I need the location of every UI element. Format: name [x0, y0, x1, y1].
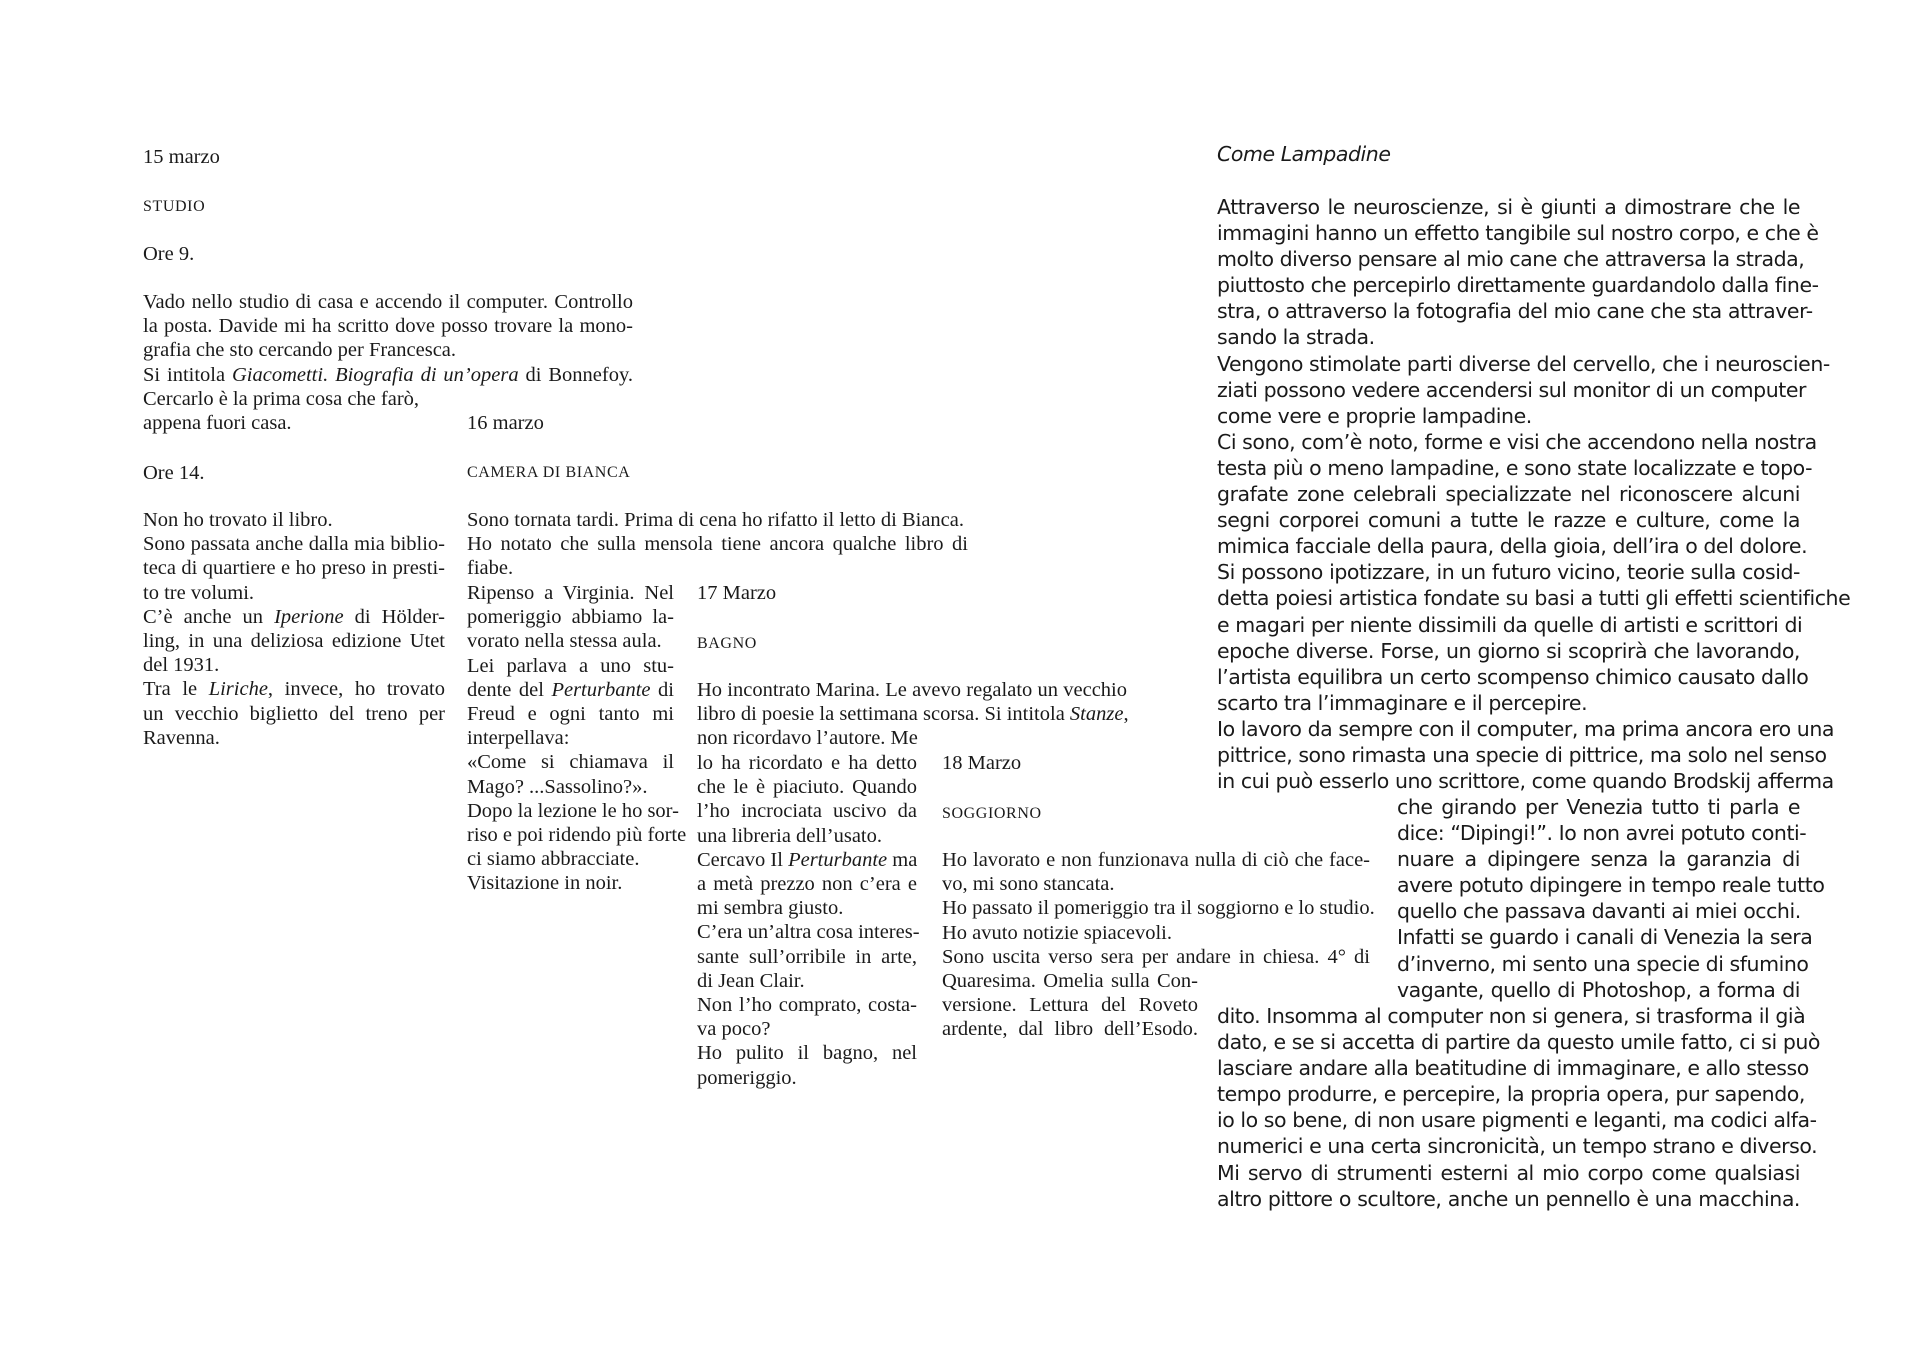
diary-time-ore-14: Ore 14. — [143, 462, 205, 484]
text-line: dente del Perturbante di — [467, 678, 674, 701]
text-line: altro pittore o scultore, anche un pennello è una macchina. — [1217, 1186, 1800, 1211]
text-line: Infatti se guardo i canali di Venezia la sera — [1397, 925, 1813, 950]
text-line: Quaresima. Omelia sulla Con- — [942, 970, 1198, 992]
text-line: Ho avuto notizie spiacevoli. — [942, 921, 1172, 944]
diary-room-soggiorno: SOGGIORNO — [942, 805, 1042, 822]
text-line: Cercarlo è la prima cosa che farò, — [143, 387, 420, 410]
text-line: la posta. Davide mi ha scritto dove posso trovare la mono- — [143, 315, 633, 338]
text-line: Sono tornata tardi. Prima di cena ho rifatto il letto di Bianca. — [467, 509, 964, 531]
diary-room-camera-di-bianca: CAMERA DI BIANCA — [467, 464, 631, 481]
text-line: mimica facciale della paura, della gioia, dell’ira o del dolore. — [1217, 534, 1808, 559]
diary-paragraph-bagno-narrow — [697, 751, 920, 1090]
diary-paragraph-studio-afternoon — [143, 508, 445, 750]
text-line: Lei parlava a uno stu- — [467, 654, 674, 677]
text-line: l’artista equilibra un certo scompenso chimico causato dallo — [1217, 664, 1809, 689]
essay-body-closing — [1217, 1003, 1821, 1212]
text-line: pomeriggio abbiamo la- — [467, 606, 674, 629]
text-line: Vado nello studio di casa e accendo il computer. Controllo — [143, 291, 633, 313]
text-line: segni corporei comuni a tutte le razze e culture, come la — [1217, 508, 1800, 533]
text-line: interpellava: — [467, 727, 570, 750]
text-line: epoche diverse. Forse, un giorno si scoprirà che lavorando, — [1217, 638, 1800, 663]
diary-paragraph-studio-morning — [143, 290, 633, 435]
text-line: fiabe. — [467, 557, 514, 580]
text-line: Io lavoro da sempre con il computer, ma prima ancora ero una — [1217, 716, 1834, 741]
text-line: pomeriggio. — [697, 1066, 797, 1089]
text-line: una libreria dell’usato. — [697, 824, 883, 847]
text-line: Vengono stimolate parti diverse del cervello, che i neuroscien- — [1217, 351, 1830, 376]
text-line: a metà prezzo non c’era e — [697, 873, 917, 896]
text-line: grafia che sto cercando per Francesca. — [143, 339, 457, 362]
diary-paragraph-bianca-wide — [467, 508, 968, 581]
text-line: avere potuto dipingere in tempo reale tutto — [1397, 873, 1825, 898]
text-line: Mi servo di strumenti esterni al mio corpo come qualsiasi — [1217, 1160, 1800, 1185]
text-line: appena fuori casa. — [143, 412, 292, 435]
text-line: ardente, dal libro dell’Esodo. — [942, 1018, 1198, 1041]
text-line: sante sull’orribile in arte, — [697, 945, 917, 968]
text-line: numerici e una certa sincronicità, un tempo strano e diverso. — [1217, 1134, 1818, 1159]
text-line: ci siamo abbracciate. — [467, 848, 640, 871]
diary-date-15-marzo: 15 marzo — [143, 146, 220, 168]
diary-room-studio: STUDIO — [143, 198, 206, 215]
text-line: Ci sono, com’è noto, forme e visi che accendono nella nostra — [1217, 429, 1817, 454]
text-line: C’era un’altra cosa interes- — [697, 921, 920, 944]
text-line: un vecchio biglietto del treno per — [143, 702, 445, 725]
text-line: Si possono ipotizzare, in un futuro vicino, teorie sulla cosid- — [1217, 560, 1800, 585]
text-line: versione. Lettura del Roveto — [942, 994, 1198, 1017]
text-line: dato, e se si accetta di partire da questo umile fatto, ci si può — [1217, 1030, 1821, 1055]
text-line: del 1931. — [143, 654, 220, 677]
text-line: teca di quartiere e ho preso in presti- — [143, 557, 445, 580]
text-line: piuttosto che percepirlo direttamente guardandolo dalla fine- — [1217, 273, 1819, 298]
diary-paragraph-soggiorno-narrow — [942, 969, 1198, 1042]
text-line: sando la strada. — [1217, 325, 1375, 350]
diary-time-ore-9: Ore 9. — [143, 243, 195, 265]
essay-title: Come Lampadine — [1217, 142, 1391, 166]
text-line: Si intitola Giacometti. Biografia di un’opera di Bonnefoy. — [143, 363, 633, 386]
text-line: Mago? ...Sassolino?». — [467, 775, 648, 798]
diary-paragraph-bianca-narrow — [467, 581, 687, 896]
text-line: molto diverso pensare al mio cane che attraversa la strada, — [1217, 247, 1805, 272]
text-line: riso e poi ridendo più forte — [467, 824, 687, 847]
text-line: Sono uscita verso sera per andare in chiesa. 4° di — [942, 945, 1370, 968]
text-line: Ho passato il pomeriggio tra il soggiorno e lo studio. — [942, 897, 1375, 920]
text-line: libro di poesie la settimana scorsa. Si intitola Stanze, — [697, 703, 1129, 726]
text-line: dito. Insomma al computer non si genera, si trasforma il già — [1217, 1004, 1806, 1028]
text-line: e magari per niente dissimili da quelle di artisti e scrittori di — [1217, 612, 1803, 637]
text-line: Ravenna. — [143, 726, 220, 749]
text-line: l’ho incrociata uscivo da — [697, 800, 917, 823]
text-line: tempo produrre, e percepire, la propria opera, pur sapendo, — [1217, 1082, 1805, 1107]
essay-body-full-width — [1217, 194, 1851, 794]
text-line: Ripenso a Virginia. Nel — [467, 582, 674, 604]
text-line: ziati possono vedere accendersi sul monitor di un computer — [1217, 377, 1807, 402]
text-line: d’inverno, mi sento una specie di sfumino — [1397, 951, 1809, 976]
text-line: C’è anche un Iperione di Hölder- — [143, 605, 445, 628]
text-line: in cui può esserlo uno scrittore, come quando Brodskij afferma — [1217, 769, 1834, 794]
text-line: Tra le Liriche, invece, ho trovato — [143, 678, 445, 701]
text-line: che le è piaciuto. Quando — [697, 776, 917, 799]
text-line: nuare a dipingere senza la garanzia di — [1397, 847, 1800, 872]
text-line: vagante, quello di Photoshop, a forma di — [1397, 977, 1800, 1002]
text-line: to tre volumi. — [143, 581, 255, 604]
text-line: Ho pulito il bagno, nel — [697, 1042, 917, 1065]
text-line: Ho lavorato e non funzionava nulla di ciò che face- — [942, 849, 1370, 871]
text-line: Attraverso le neuroscienze, si è giunti a dimostrare che le — [1217, 195, 1800, 219]
text-line: testa più o meno lampadine, e sono state localizzate e topo- — [1217, 455, 1813, 480]
text-line: Dopo la lezione le ho sor- — [467, 799, 679, 822]
text-line: lasciare andare alla beatitudine di immaginare, e allo stesso — [1217, 1056, 1809, 1081]
text-line: ling, in una deliziosa edizione Utet — [143, 630, 445, 653]
diary-room-bagno: BAGNO — [697, 635, 757, 652]
text-line: lo ha ricordato e ha detto — [697, 752, 917, 774]
text-line: Ho incontrato Marina. Le avevo regalato un vecchio — [697, 679, 1127, 701]
essay-body-indented — [1397, 794, 1825, 1003]
text-line: vorato nella stessa aula. — [467, 630, 662, 653]
diary-paragraph-soggiorno-wide — [942, 848, 1375, 969]
text-line: va poco? — [697, 1018, 771, 1041]
diary-paragraph-bagno-wide — [697, 678, 1127, 751]
diary-date-18-marzo: 18 Marzo — [942, 752, 1022, 774]
text-line: pittrice, sono rimasta una specie di pittrice, ma solo nel senso — [1217, 742, 1827, 767]
text-line: non ricordavo l’autore. Me — [697, 727, 918, 750]
text-line: come vere e proprie lampadine. — [1217, 403, 1532, 428]
text-line: mi sembra giusto. — [697, 897, 844, 920]
text-line: Cercavo Il Perturbante ma — [697, 848, 918, 871]
text-line: stra, o attraverso la fotografia del mio cane che sta attraver- — [1217, 299, 1813, 324]
text-line: Non ho trovato il libro. — [143, 509, 333, 531]
text-line: che girando per Venezia tutto ti parla e — [1397, 795, 1800, 819]
text-line: vo, mi sono stancata. — [942, 873, 1115, 896]
text-line: quello che passava davanti ai miei occhi. — [1397, 899, 1801, 924]
text-line: io lo so bene, di non usare pigmenti e leganti, ma codici alfa- — [1217, 1108, 1817, 1133]
text-line: detta poiesi artistica fondate su basi a tutti gli effetti scientifiche — [1217, 586, 1851, 611]
text-line: Non l’ho comprato, costa- — [697, 994, 917, 1017]
diary-date-17-marzo: 17 Marzo — [697, 582, 777, 604]
text-line: Freud e ogni tanto mi — [467, 703, 674, 726]
text-line: immagini hanno un effetto tangibile sul nostro corpo, e che è — [1217, 221, 1819, 246]
text-line: Sono passata anche dalla mia biblio- — [143, 533, 445, 556]
text-line: dice: “Dipingi!”. Io non avrei potuto conti- — [1397, 821, 1807, 846]
text-line: scarto tra l’immaginare e il percepire. — [1217, 690, 1588, 715]
text-line: grafate zone celebrali specializzate nel riconoscere alcuni — [1217, 482, 1800, 507]
text-line: «Come si chiamava il — [467, 751, 674, 774]
text-line: di Jean Clair. — [697, 969, 805, 992]
text-line: Visitazione in noir. — [467, 872, 623, 895]
text-line: Ho notato che sulla mensola tiene ancora qualche libro di — [467, 533, 968, 556]
diary-date-16-marzo: 16 marzo — [467, 412, 544, 434]
